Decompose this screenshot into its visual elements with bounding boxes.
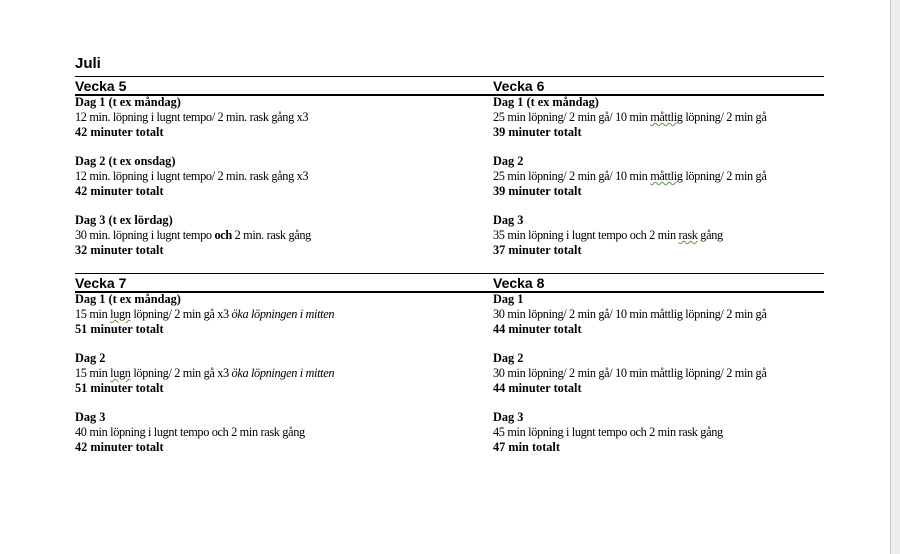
day-entry: [493, 213, 823, 272]
day-heading: Dag 1 (t ex måndag): [493, 95, 599, 109]
desc-bold-part: och: [214, 228, 232, 242]
day-heading: Dag 2 (t ex onsdag): [75, 154, 176, 168]
day-total: 47 min totalt: [493, 440, 560, 454]
week-8-days: [493, 292, 823, 469]
week-band-bottom: [75, 273, 824, 293]
week-title-6: Vecka 6: [493, 78, 545, 94]
day-total: 44 minuter totalt: [493, 381, 582, 395]
day-total: 42 minuter totalt: [75, 440, 164, 454]
desc-part: gång: [697, 228, 723, 242]
spellcheck-word: lugn: [110, 366, 131, 380]
day-heading: Dag 1: [493, 292, 524, 306]
day-description: [493, 110, 823, 125]
day-description: 12 min. löpning i lugnt tempo/ 2 min. rask gång x3: [75, 169, 309, 183]
week-5-days: [75, 95, 405, 272]
day-description: [493, 169, 823, 184]
day-description: [75, 307, 405, 322]
day-total: 44 minuter totalt: [493, 322, 582, 336]
desc-part: 30 min. löpning i lugnt tempo: [75, 228, 215, 242]
desc-part: 15 min: [75, 366, 111, 380]
desc-italic-note: öka löpningen i mitten: [231, 307, 335, 321]
day-total: 42 minuter totalt: [75, 125, 164, 139]
desc-part: löpning/ 2 min gå: [682, 169, 767, 183]
day-total: 39 minuter totalt: [493, 125, 582, 139]
day-entry: [493, 410, 823, 469]
month-heading: Juli: [75, 55, 101, 72]
spellcheck-word: måttlig: [650, 169, 683, 183]
day-entry: [75, 292, 405, 351]
day-heading: Dag 2: [493, 351, 524, 365]
desc-part: löpning/ 2 min gå x3: [130, 366, 232, 380]
day-total: 39 minuter totalt: [493, 184, 582, 198]
desc-part: 25 min löpning/ 2 min gå/ 10 min: [493, 110, 651, 124]
day-entry: [493, 154, 823, 213]
desc-part: löpning/ 2 min gå x3: [130, 307, 232, 321]
rule: [75, 76, 824, 77]
day-total: 51 minuter totalt: [75, 322, 164, 336]
page-gutter: [891, 0, 900, 554]
day-total: 37 minuter totalt: [493, 243, 582, 257]
day-entry: [75, 351, 405, 410]
day-description: 40 min löpning i lugnt tempo och 2 min rask gång: [75, 425, 305, 439]
day-description: [493, 228, 823, 243]
day-heading: Dag 2: [75, 351, 106, 365]
day-total: 32 minuter totalt: [75, 243, 164, 257]
desc-italic-note: öka löpningen i mitten: [231, 366, 335, 380]
day-description: 45 min löpning i lugnt tempo och 2 min rask gång: [493, 425, 723, 439]
week-7-days: [75, 292, 405, 469]
day-heading: Dag 2: [493, 154, 524, 168]
day-heading: Dag 3: [493, 410, 524, 424]
day-heading: Dag 1 (t ex måndag): [75, 95, 181, 109]
week-band-top: [75, 76, 824, 96]
day-entry: [75, 213, 405, 272]
desc-part: 35 min löpning i lugnt tempo och 2 min: [493, 228, 679, 242]
day-entry: [75, 410, 405, 469]
day-description: [75, 228, 405, 243]
rule: [75, 273, 824, 274]
week-6-days: [493, 95, 823, 272]
day-entry: [75, 95, 405, 154]
week-title-5: Vecka 5: [75, 78, 127, 94]
desc-part: 2 min. rask gång: [231, 228, 311, 242]
desc-part: 15 min: [75, 307, 111, 321]
spellcheck-word: rask: [678, 228, 698, 242]
day-entry: [493, 292, 823, 351]
day-entry: [493, 95, 823, 154]
day-description: 30 min löpning/ 2 min gå/ 10 min måttlig löpning/ 2 min gå: [493, 366, 767, 380]
desc-part: 25 min löpning/ 2 min gå/ 10 min: [493, 169, 651, 183]
day-entry: [493, 351, 823, 410]
desc-part: löpning/ 2 min gå: [682, 110, 767, 124]
day-description: 30 min löpning/ 2 min gå/ 10 min måttlig löpning/ 2 min gå: [493, 307, 767, 321]
week-title-7: Vecka 7: [75, 275, 127, 291]
day-description: [75, 366, 405, 381]
day-heading: Dag 3 (t ex lördag): [75, 213, 173, 227]
day-heading: Dag 3: [75, 410, 106, 424]
day-entry: [75, 154, 405, 213]
day-heading: Dag 3: [493, 213, 524, 227]
day-total: 42 minuter totalt: [75, 184, 164, 198]
spellcheck-word: måttlig: [650, 110, 683, 124]
day-total: 51 minuter totalt: [75, 381, 164, 395]
day-description: 12 min. löpning i lugnt tempo/ 2 min. rask gång x3: [75, 110, 309, 124]
spellcheck-word: lugn: [110, 307, 131, 321]
week-title-8: Vecka 8: [493, 275, 545, 291]
day-heading: Dag 1 (t ex måndag): [75, 292, 181, 306]
